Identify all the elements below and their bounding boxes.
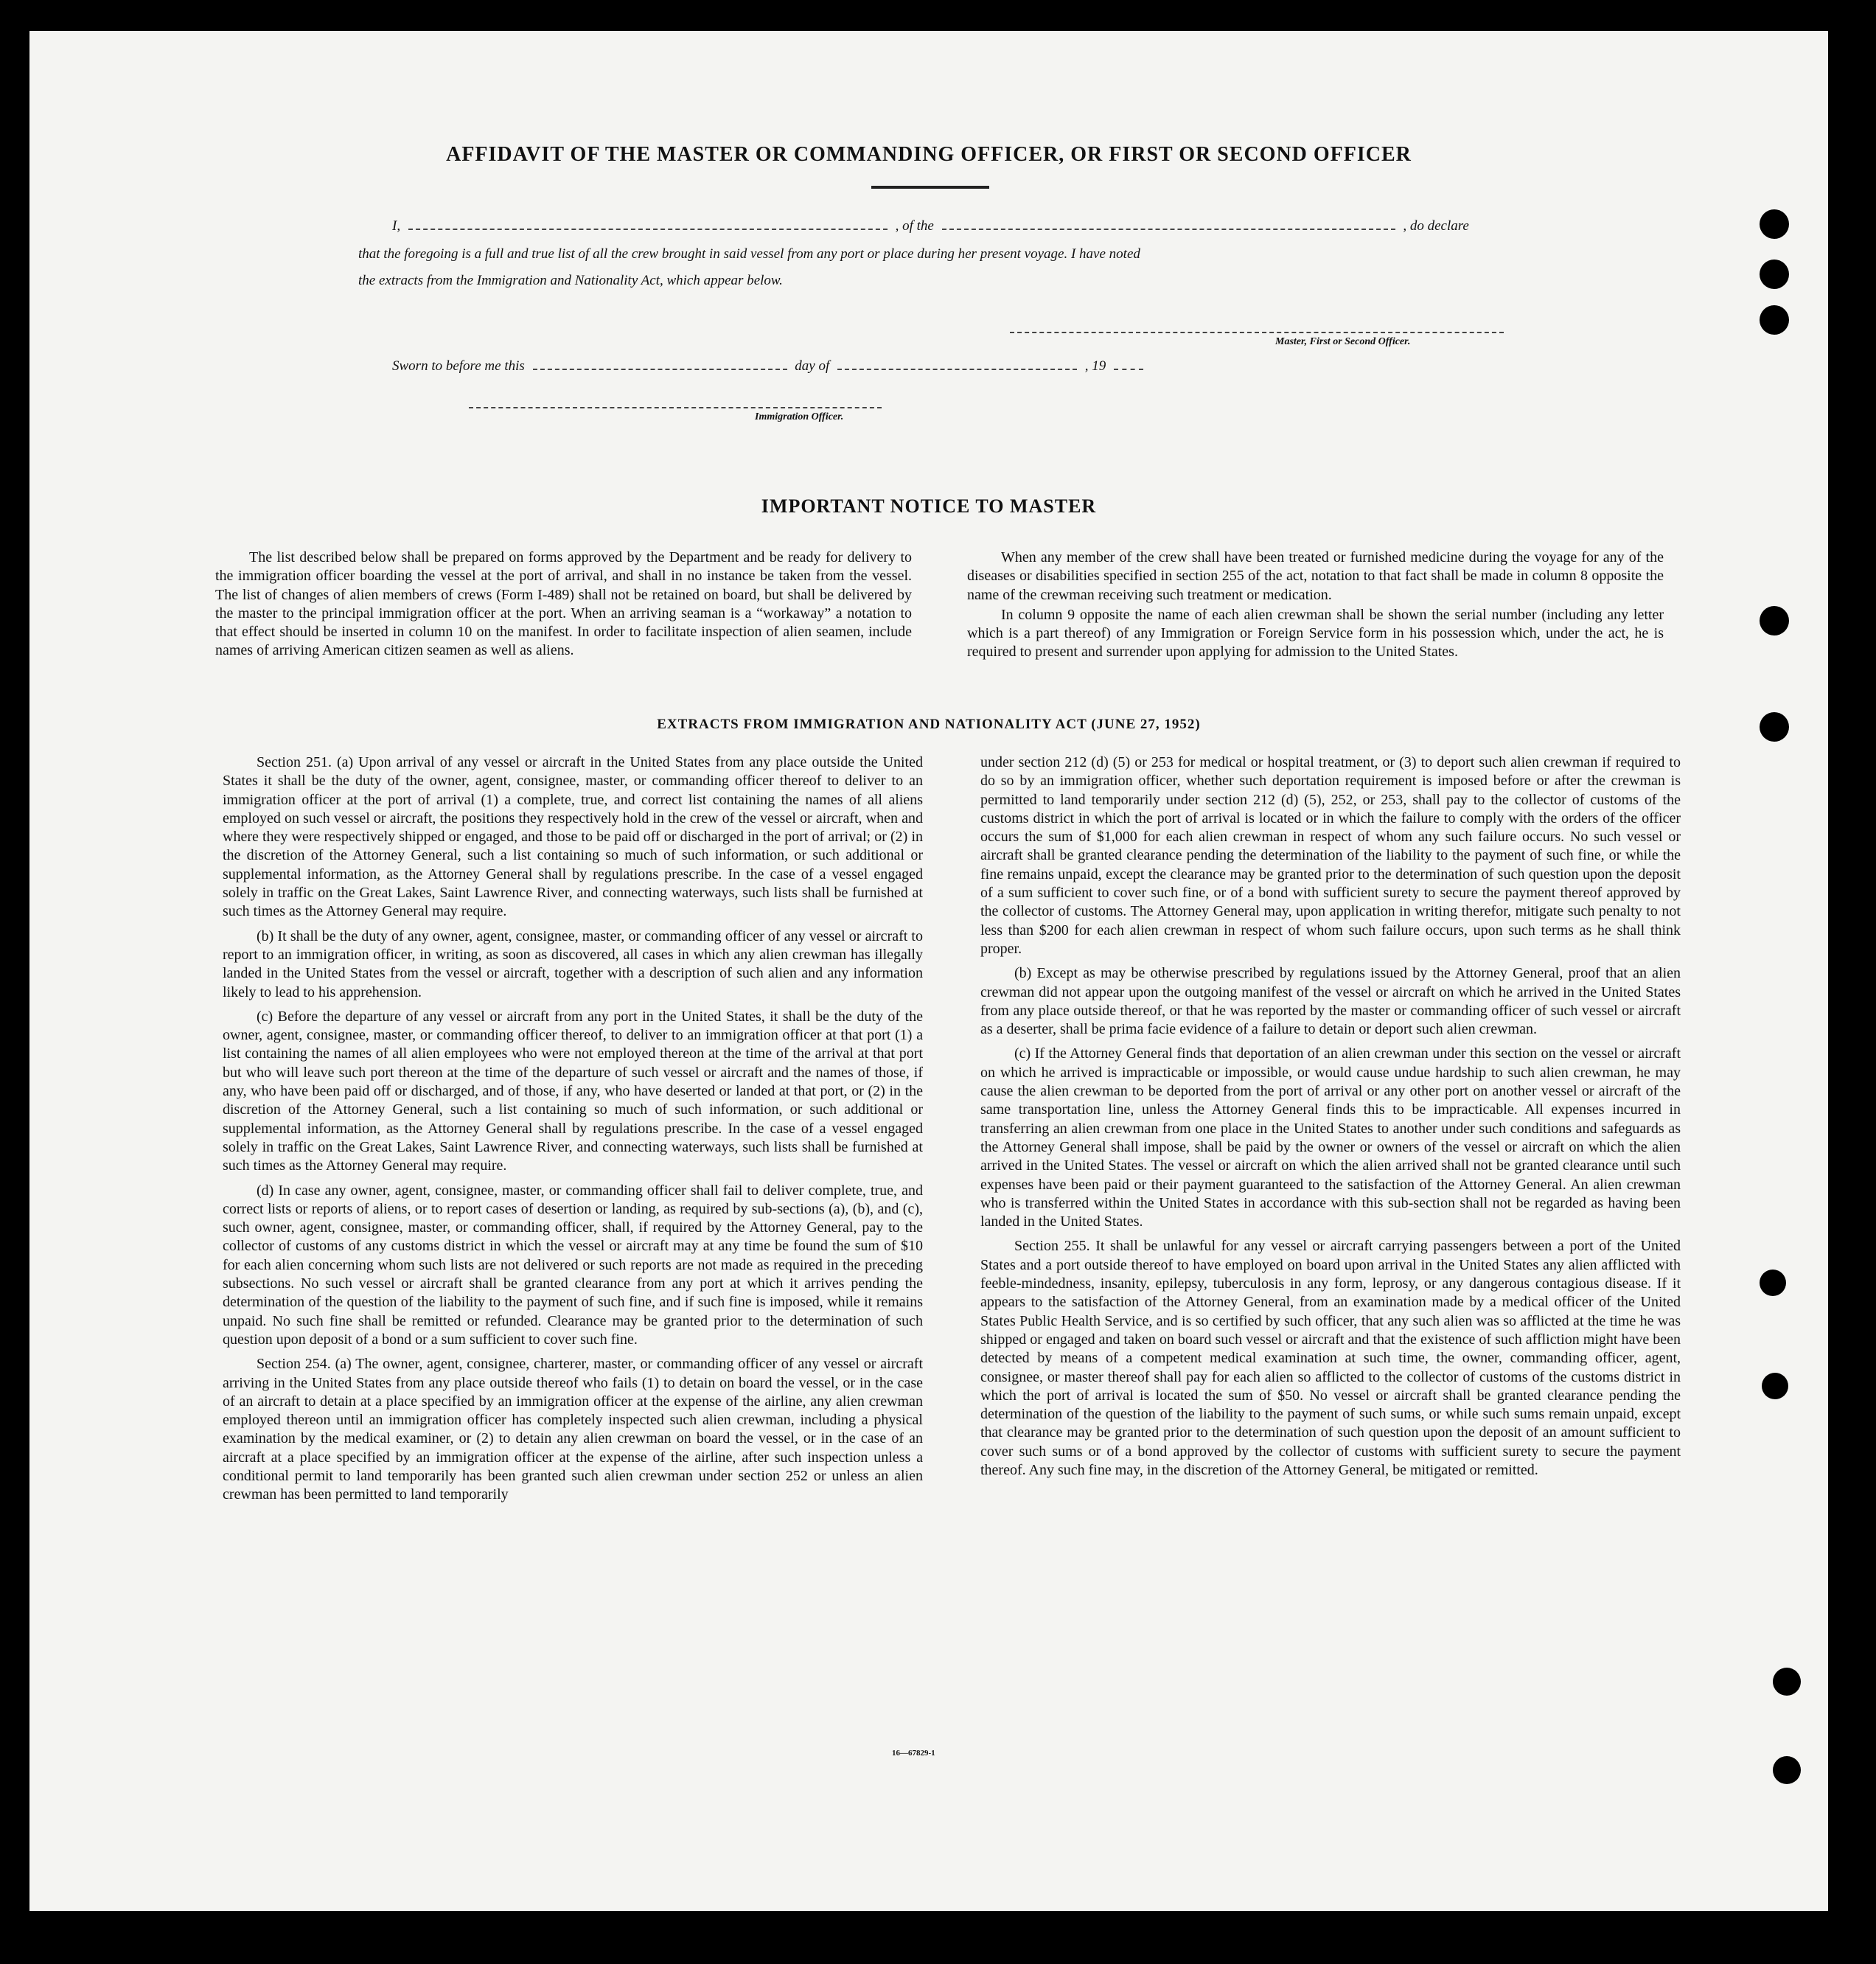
punch-hole [1760,1270,1786,1296]
section-251-a: Section 251. (a) Upon arrival of any vessel or aircraft in the United States from any place outside the United States it shall be the duty of the owner, agent, consignee, master, or commanding officer thereof to deliver to an immigration officer at the port of arrival (1) a complete, true, and correct list containing the names of all aliens employed on such vessel or aircraft, the positions they respectively hold in the crew of the vessel or aircraft, when and where they were respectively shipped or engaged, and those to be paid off or discharged in the port of arrival; or (2) in the discretion of the Attorney General, such a list containing so much of such information, or such additional or supplemental information, as the Attorney General shall by regulations prescribe. In the case of a vessel engaged solely in traffic on the Great Lakes, Saint Lawrence River, and connecting waterways, such lists shall be furnished at such times as the Attorney General may require. [223,754,923,920]
punch-hole [1760,305,1789,335]
punch-hole [1773,1668,1801,1696]
sworn-line [392,358,1148,375]
notice-left-paragraph: The list described below shall be prepared on forms approved by the Department and be ready for delivery to the immigration officer boarding the vessel at the port of arrival, and shall in no instance be taken from the vessel. The list of changes of alien members of crews (Form I-489) shall not be retained on board, but shall be delivered by the master to the principal immigration officer at the port. When an arriving seaman is a “workaway” a notation to that effect should be inserted in column 10 on the manifest. In order to facilitate inspection of alien seamen, include names of arriving American citizen seamen as well as aliens. [215,549,912,659]
affidavit-line-3: the extracts from the Immigration and Nationality Act, which appear below. [358,273,783,288]
affidavit-i-label: I, [392,218,401,234]
form-code: 16—67829-1 [892,1749,935,1758]
notice-right-paragraph-2: In column 9 opposite the name of each alien crewman shall be shown the serial number (including any letter which is a part thereof) of any Immigration or Foreign Service form in his possession which, under the act, he is required to present and surrender upon applying for admission to the United States. [967,606,1664,661]
master-signature-line[interactable] [1010,332,1504,333]
extracts-title: EXTRACTS FROM IMMIGRATION AND NATIONALITY ACT (JUNE 27, 1952) [657,717,1201,732]
document-page [29,31,1828,1911]
do-declare-label: , do declare [1403,218,1469,234]
punch-hole [1773,1756,1801,1784]
sworn-label: Sworn to before me this [392,358,525,374]
punch-hole [1760,260,1789,289]
sworn-day-blank[interactable] [533,358,787,370]
of-the-label: , of the [895,218,934,234]
section-251-b: (b) It shall be the duty of any owner, agent, consignee, master, or commanding officer of any vessel or aircraft to report to an immigration officer, in writing, as soon as discovered, all cases in which any alien crewman has illegally landed in the United States from the vessel or aircraft, together with a description of such alien and any information likely to lead to his apprehension. [223,927,923,1000]
section-251-c: (c) Before the departure of any vessel or aircraft from any port in the United States, it shall be the duty of the owner, agent, consignee, master, or commanding officer thereof, to deliver to an immigration officer at that port (1) a list containing the names of all alien employees who were not employed thereon at the time of the arrival at that port but who will leave such port thereon at the time of the departure of such vessel or aircraft and the names of those, if any, who have been paid off or discharged, and of those, if any, who have deserted or landed at that port, or (2) in the discretion of the Attorney General, such a list containing so much of such information, or such additional or supplemental information, as the Attorney General shall by regulations prescribe. In the case of a vessel engaged solely in traffic on the Great Lakes, Saint Lawrence River, and connecting waterways, such lists shall be furnished at such times as the Attorney General may require. [223,1008,923,1174]
day-of-label: day of [795,358,830,374]
punch-hole [1762,1373,1788,1399]
notice-left-column [215,549,912,666]
vessel-blank[interactable] [942,218,1395,230]
section-255: Section 255. It shall be unlawful for any vessel or aircraft carrying passengers between a port of the United States and a port outside thereof to have employed on board upon arrival in the United States any alien afflicted with feeble-mindedness, insanity, epilepsy, tuberculosis in any form, leprosy, or any dangerous contagious disease. If it appears to the satisfaction of the Attorney General, from an examination made by a medical officer of the United States Public Health Service, and is so certified by such officer, that any such alien was so afflicted at the time he was shipped or engaged and taken on board such vessel or aircraft and that the existence of such affliction might have been detected by means of a competent medical examination at such time, the owner, commanding officer, agent, consignee, or master thereof shall pay for each alien so afflicted to the collector of customs of the customs district in which the port of arrival is located the sum of $50. No vessel or aircraft shall be granted clearance pending the determination of the question of the liability to the payment of such sums, or while such sums remain unpaid, except that clearance may be granted prior to the determination of such question upon the deposit of an amount sufficient to cover such sums or of a bond approved by the collector of customs with sufficient surety to secure the payment thereof. Any such fine may, in the discretion of the Attorney General, be mitigated or remitted. [980,1238,1681,1478]
extracts-left-column [223,753,923,1511]
affidavit-title: AFFIDAVIT OF THE MASTER OR COMMANDING OFFICER, OR FIRST OR SECOND OFFICER [446,143,1412,166]
extracts-right-column [980,753,1681,1486]
notice-title: IMPORTANT NOTICE TO MASTER [761,495,1097,517]
section-254-a: Section 254. (a) The owner, agent, consignee, charterer, master, or commanding officer of any vessel or aircraft arriving in the United States from any place outside thereof who fails (1) to detain on board the vessel, or in the case of an aircraft to detain at a place specified by an immigration officer at the expense of the airline, any alien crewman employed thereon until an immigration officer has completely inspected such alien crewman, including a physical examination by the medical examiner, or (2) to detain any alien crewman on board the vessel, or in the case of an aircraft at a place specified by an immigration officer at the expense of the airline, after such inspection unless a conditional permit to land temporarily has been granted such alien crewman under section 252 or unless an alien crewman has been permitted to land temporarily [223,1356,923,1503]
notice-right-column [967,549,1664,668]
punch-hole [1760,606,1789,635]
notice-right-paragraph-1: When any member of the crew shall have been treated or furnished medicine during the voyage for any of the diseases or disabilities specified in section 255 of the act, notation to that fact shall be made in column 8 opposite the name of the crewman receiving such treatment or medication. [967,549,1664,603]
name-blank[interactable] [408,218,888,230]
title-rule [871,186,989,189]
punch-hole [1760,209,1789,239]
section-254-a-continued: under section 212 (d) (5) or 253 for medical or hospital treatment, or (3) to deport such alien crewman if required to do so by an immigration officer, whether such deportation requirement is imposed before or after the crewman is permitted to land temporarily under section 212 (d) (5), 252, or 253, shall pay to the collector of customs of the customs district in which the port of arrival is located or in which the failure to comply with the orders of the officer occurs the sum of $1,000 for each alien crewman in respect of whom any such failure occurs. No such vessel or aircraft shall be granted clearance pending the determination of the liability to the payment of such fine, or while the fine remains unpaid, except the clearance may be granted prior to the determination of such question upon the deposit of a sum sufficient to cover such fine, or of a bond with sufficient surety to secure the payment thereof approved by the collector of customs. The Attorney General may, upon application in writing therefor, mitigate such penalty to not less than $200 for each alien crewman in respect of whom such failure occurs, upon such terms as he shall think proper. [980,754,1681,957]
year-blank[interactable] [1114,358,1143,370]
section-254-b: (b) Except as may be otherwise prescribed by regulations issued by the Attorney General, proof that an alien crewman did not appear upon the outgoing manifest of the vessel or aircraft on which he arrived in the United States from any place outside thereof, or that he was reported by the master or commanding officer of such vessel or aircraft as a deserter, shall be prima facie evidence of a failure to detain or deport such alien crewman. [980,965,1681,1038]
affidavit-declaration-line [392,218,1469,234]
affidavit-line-2: that the foregoing is a full and true list of all the crew brought in said vessel from any port or place during her present voyage. I have noted [358,246,1140,262]
section-254-c: (c) If the Attorney General finds that deportation of an alien crewman under this section on the vessel or aircraft on which he arrived is impracticable or impossible, or would cause undue hardship to such alien crewman, he may cause the alien crewman to be deported from the port of arrival or any other port on another vessel or aircraft of the same transportation line, unless the Attorney General finds this to be impracticable. All expenses incurred in transferring an alien crewman from one place in the United States to another under such conditions and safeguards as the Attorney General shall impose, shall be paid by the owner or owners of the vessel or aircraft on which the alien arrived in the United States. The vessel or aircraft on which the alien arrived shall not be granted clearance until such expenses have been paid or their payment guaranteed to the satisfaction of the Attorney General. An alien crewman who is transferred within the United States in accordance with this sub-section shall not be regarded as having been landed in the United States. [980,1045,1681,1230]
punch-hole [1760,712,1789,742]
section-251-d: (d) In case any owner, agent, consignee, master, or commanding officer shall fail to deliver complete, true, and correct lists or reports of aliens, or to report cases of desertion or landing, as required by sub-sections (a), (b), and (c), such owner, agent, consignee, master, or commanding officer, shall, if required by the Attorney General, pay to the collector of customs of any customs district in which the vessel or aircraft may at any time be found the sum of $10 for each alien concerning whom such lists are not delivered or such reports are not made as required in the preceding subsections. No such vessel or aircraft shall be granted clearance from any port at which it arrives pending the determination of the question of the liability to the payment of such fine, and if such fine is imposed, while it remains unpaid. No such fine shall be remitted or refunded. Clearance may be granted prior to the determination of such question upon deposit of a bond or a sum sufficient to cover such fine. [223,1182,923,1348]
sworn-month-blank[interactable] [837,358,1077,370]
year-label: , 19 [1084,358,1106,374]
master-label: Master, First or Second Officer. [1275,336,1411,347]
immigration-officer-signature-line[interactable] [469,407,882,408]
immigration-officer-label: Immigration Officer. [755,411,844,422]
